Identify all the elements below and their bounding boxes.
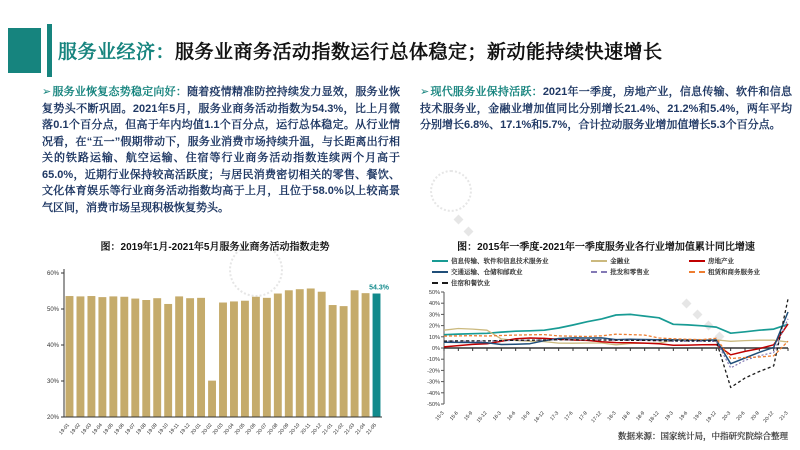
svg-text:15-6: 15-6 xyxy=(448,410,460,422)
bar-chart-title: 图：2019年1月-2021年5月服务业商务活动指数走势 xyxy=(100,242,330,253)
paragraph-service-recovery xyxy=(42,84,400,216)
svg-text:21-01: 21-01 xyxy=(321,422,335,437)
svg-text:19-07: 19-07 xyxy=(123,422,137,437)
svg-text:19-08: 19-08 xyxy=(134,422,148,437)
line-chart-legend xyxy=(432,256,794,287)
legend-item xyxy=(432,256,591,265)
svg-text:21-03: 21-03 xyxy=(343,422,357,437)
svg-text:19-3: 19-3 xyxy=(663,410,675,422)
svg-text:20-01: 20-01 xyxy=(189,422,203,437)
legend-item xyxy=(591,267,689,276)
paragraph-body: 随着疫情精准防控持续发力显效，服务业恢复势头不断巩固。2021年5月，服务业商务活动指数为54.3%，比上月微落0.1个百分点，但高于年内均值1.1个百分点，运行总体稳定。从行业情况看，在“五一”假期带动下，服务业消费市场持续升温，与长距离出行相关的铁路运输、航空运输、住宿等行业商务活动指数连续两个月高于65.0%，近期行业保持较高活跃度；与居民消费密切相关的零售、餐饮、文化体育娱乐等行业商务活动指数均高于上月，且位于58.0%以上较高景气区间，消费市场呈现积极恢复势头。 xyxy=(42,86,400,214)
page-title xyxy=(58,37,663,64)
arrow-bullet-icon: ➢ xyxy=(42,86,52,98)
svg-text:17-9: 17-9 xyxy=(577,410,589,422)
line-chart-title: 图：2015年一季度-2021年一季度服务业各行业增加值累计同比增速 xyxy=(457,242,755,253)
svg-text:19-12: 19-12 xyxy=(705,410,718,425)
legend-line-swatch xyxy=(689,271,705,273)
figure-bar-chart xyxy=(40,238,390,450)
legend-item xyxy=(689,267,794,276)
svg-text:19-05: 19-05 xyxy=(102,422,115,437)
paragraph-lead: 现代服务业保持活跃： xyxy=(430,86,543,98)
svg-text:19-9: 19-9 xyxy=(692,410,704,422)
svg-text:20-06: 20-06 xyxy=(244,422,258,437)
legend-label: 信息传输、软件和信息技术服务业 xyxy=(451,258,549,265)
paragraph-body: 2021年一季度，房地产业，信息传输、软件和信息技术服务业，金融业增加值同比分别增长21.4%、21.2%和5.4%，两年平均分别增长6.8%、17.1%和5.7%，合计拉动服务业增加值增长5.3个百分点。 xyxy=(420,86,792,131)
svg-text:40%: 40% xyxy=(428,301,440,308)
legend-item xyxy=(432,278,591,287)
svg-text:18-12: 18-12 xyxy=(647,410,661,425)
svg-text:21-3: 21-3 xyxy=(778,410,790,422)
svg-text:16-3: 16-3 xyxy=(491,410,503,422)
svg-text:20-6: 20-6 xyxy=(735,410,747,422)
legend-label: 房地产业 xyxy=(708,258,734,265)
watermark-circle xyxy=(430,170,472,212)
svg-text:30%: 30% xyxy=(46,379,59,385)
svg-text:54.3%: 54.3% xyxy=(369,284,389,292)
svg-text:20-10: 20-10 xyxy=(288,422,302,437)
svg-text:20-11: 20-11 xyxy=(299,422,313,436)
svg-text:20-07: 20-07 xyxy=(255,422,269,437)
svg-text:18-6: 18-6 xyxy=(620,410,632,422)
svg-text:19-04: 19-04 xyxy=(91,422,104,437)
accent-bar xyxy=(47,24,52,77)
svg-text:20-3: 20-3 xyxy=(721,410,733,422)
svg-text:-10%: -10% xyxy=(427,357,440,364)
legend-line-swatch xyxy=(432,260,448,262)
svg-text:17-6: 17-6 xyxy=(563,410,575,422)
svg-text:19-10: 19-10 xyxy=(156,422,170,437)
svg-text:20-05: 20-05 xyxy=(233,422,247,437)
svg-text:10%: 10% xyxy=(428,334,440,341)
legend-label: 租赁和商务服务业 xyxy=(708,269,760,276)
legend-line-swatch xyxy=(432,271,448,273)
page-title-rest: 服务业商务活动指数运行总体稳定；新动能持续快速增长 xyxy=(175,42,663,63)
svg-text:18-9: 18-9 xyxy=(635,410,647,422)
svg-text:20-12: 20-12 xyxy=(310,422,324,437)
legend-label: 交通运输、仓储和邮政业 xyxy=(451,269,523,276)
figure-line-chart xyxy=(418,238,794,442)
svg-text:40%: 40% xyxy=(46,343,59,349)
svg-text:19-02: 19-02 xyxy=(69,422,82,437)
bar-chart xyxy=(40,255,390,447)
svg-text:-50%: -50% xyxy=(427,402,440,408)
data-source-note: 数据来源：国家统计局，中指研究院综合整理 xyxy=(617,431,788,441)
svg-text:16-12: 16-12 xyxy=(533,410,546,425)
svg-text:60%: 60% xyxy=(46,271,59,277)
svg-text:0%: 0% xyxy=(432,346,440,352)
legend-item xyxy=(591,256,689,265)
legend-line-swatch xyxy=(689,260,705,262)
page-title-accent: 服务业经济： xyxy=(58,42,176,63)
svg-text:30%: 30% xyxy=(428,312,440,319)
legend-label: 批发和零售业 xyxy=(610,269,650,276)
svg-text:17-3: 17-3 xyxy=(549,410,561,422)
svg-text:18-3: 18-3 xyxy=(606,410,618,422)
svg-text:19-01: 19-01 xyxy=(58,422,72,437)
svg-text:16-9: 16-9 xyxy=(520,410,532,422)
svg-text:19-06: 19-06 xyxy=(113,422,126,437)
svg-text:20-09: 20-09 xyxy=(277,422,291,437)
svg-text:19-03: 19-03 xyxy=(80,422,93,437)
arrow-bullet-icon: ➢ xyxy=(420,86,430,98)
svg-text:20-08: 20-08 xyxy=(266,422,280,437)
svg-text:20%: 20% xyxy=(428,323,440,330)
svg-text:16-6: 16-6 xyxy=(506,410,518,422)
svg-text:15-9: 15-9 xyxy=(463,410,475,422)
svg-text:-40%: -40% xyxy=(427,390,440,397)
svg-text:50%: 50% xyxy=(46,307,59,313)
svg-text:20-03: 20-03 xyxy=(211,422,225,437)
svg-text:19-6: 19-6 xyxy=(678,410,690,422)
legend-line-swatch xyxy=(432,282,448,284)
svg-text:17-12: 17-12 xyxy=(590,410,604,425)
svg-text:19-11: 19-11 xyxy=(168,422,181,436)
svg-text:19-12: 19-12 xyxy=(178,422,192,437)
legend-line-swatch xyxy=(591,260,607,262)
legend-item xyxy=(432,267,591,276)
accent-square xyxy=(8,28,41,73)
svg-text:20%: 20% xyxy=(46,415,59,421)
legend-item xyxy=(689,256,794,265)
svg-text:50%: 50% xyxy=(428,290,440,296)
svg-text:19-09: 19-09 xyxy=(145,422,159,437)
legend-label: 住宿和餐饮业 xyxy=(451,280,490,287)
watermark-dot xyxy=(464,227,474,237)
svg-text:21-02: 21-02 xyxy=(332,422,346,437)
svg-text:-30%: -30% xyxy=(427,379,440,386)
legend-line-swatch xyxy=(591,271,607,273)
paragraph-modern-services xyxy=(420,84,792,134)
paragraph-lead: 服务业恢复态势稳定向好： xyxy=(52,86,188,98)
svg-text:21-05: 21-05 xyxy=(365,422,379,437)
svg-text:20-04: 20-04 xyxy=(222,422,236,437)
svg-text:-20%: -20% xyxy=(427,368,440,375)
svg-text:15-12: 15-12 xyxy=(475,410,489,425)
svg-text:20-9: 20-9 xyxy=(749,410,761,422)
svg-text:20-02: 20-02 xyxy=(200,422,214,437)
svg-text:15-3: 15-3 xyxy=(434,410,446,422)
svg-text:20-12: 20-12 xyxy=(762,410,776,425)
watermark-dot xyxy=(454,215,464,225)
line-chart xyxy=(418,287,794,437)
legend-label: 金融业 xyxy=(610,258,630,265)
svg-text:21-04: 21-04 xyxy=(354,422,368,437)
